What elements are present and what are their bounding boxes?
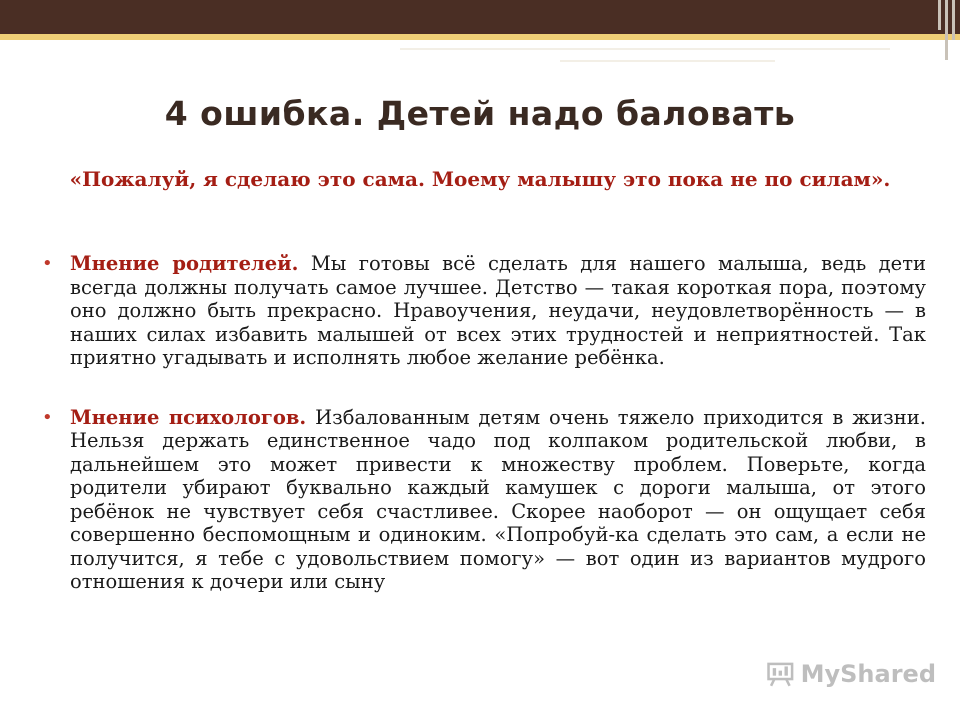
bullet-icon: • <box>42 406 53 428</box>
bullet-text: Мы готовы всё сделать для нашего малыша, ведь дети всегда должны получать самое лучшее. Детство — такая короткая пора, поэтому оно должно быть прекрасно. Нравоучения, неудачи, неудовлетворённость — в наших силах избавить малышей от всех этих трудностей и неприятностей. Так приятно угадывать и исполнять любое желание ребёнка. <box>70 252 927 369</box>
bullet-icon: • <box>42 253 53 274</box>
header-gold-stripe <box>0 34 960 40</box>
decorative-stripe <box>952 0 955 40</box>
bullet-text: Избалованным детям очень тяжело приходится в жизни. Нельзя держать единственное чадо под колпаком родительской любви, в дальнейшем это может привести к множеству проблем. Поверьте, когда родители убирают буквально каждый камушек с дороги малыша, от этого ребёнок не чувствует себя счастливее. Скорее наоборот — он ощущает себя совершенно беспомощным и одиноким. «Попробуй-ка сделать это сам, а если не получится, я тебе с удовольствием помогу» — вот один из вариантов мудрого отношения к дочери или сыну <box>70 405 926 593</box>
slide-title: 4 ошибка. Детей надо баловать <box>164 94 796 133</box>
bullet-lead: Мнение психологов. <box>70 405 307 429</box>
bullet-list <box>42 252 926 630</box>
watermark <box>766 656 936 692</box>
decorative-stripe <box>945 0 948 60</box>
bullet-lead: Мнение родителей. <box>70 252 299 275</box>
watermark-text: MyShared <box>800 660 936 688</box>
presentation-board-icon <box>766 659 795 689</box>
decorative-line <box>560 60 775 62</box>
header-bar <box>0 0 960 34</box>
decorative-stripe <box>938 0 941 30</box>
bullet-item-psychologists <box>42 406 926 594</box>
bullet-item-parents <box>42 252 926 370</box>
slide-subtitle-quote: «Пожалуй, я сделаю это сама. Моему малышу это пока не по силам». <box>69 167 891 191</box>
decorative-line <box>400 48 890 50</box>
